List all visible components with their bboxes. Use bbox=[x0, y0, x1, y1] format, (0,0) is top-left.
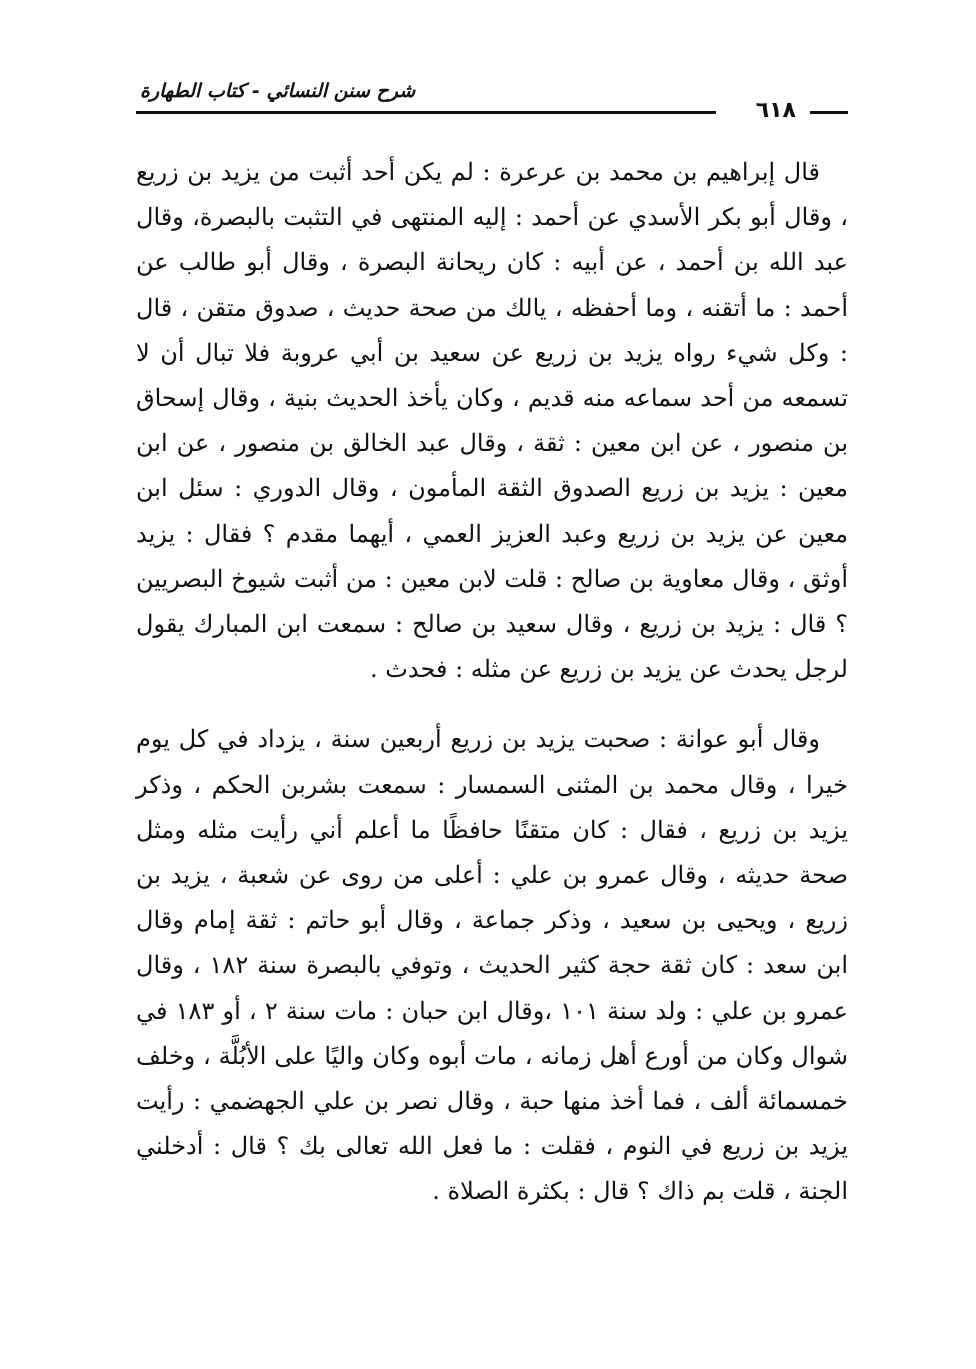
running-title: شرح سنن النسائي - كتاب الطهارة bbox=[140, 80, 416, 102]
paragraph: قال إبراهيم بن محمد بن عرعرة : لم يكن أحد أثبت من يزيد بن زريع ، وقال أبو بكر الأسدي عن أحمد : إليه المنتهى في التثبت بالبصرة، وقال عبد الله بن أحمد ، عن أبيه : كان ريحانة البصرة ، وقال أبو طالب عن أحمد : ما أتقنه ، وما أحفظه ، يالك من صحة حديث ، صدوق متقن ، قال : وكل شيء رواه يزيد بن زريع عن سعيد بن أبي عروبة فلا تبال أن لا تسمعه من أحد سماعه منه قديم ، وكان يأخذ الحديث بنية ، وقال إسحاق بن منصور ، عن ابن معين : ثقة ، وقال عبد الخالق بن منصور ، عن ابن معين : يزيد بن زريع الصدوق الثقة المأمون ، وقال الدوري : سئل ابن معين عن يزيد بن زريع وعبد العزيز العمي ، أيهما مقدم ؟ فقال : يزيد أوثق ، وقال معاوية بن صالح : قلت لابن معين : من أثبت شيوخ البصريين ؟ قال : يزيد بن زريع ، وقال سعيد بن صالح : سمعت ابن المبارك يقول لرجل يحدث عن يزيد بن زريع عن مثله : فحدث . bbox=[136, 158, 848, 684]
page-header bbox=[136, 78, 848, 128]
body-text bbox=[136, 150, 848, 1215]
header-dash bbox=[810, 111, 848, 114]
page-number: ٦١٨ bbox=[750, 98, 802, 124]
header-rule bbox=[136, 111, 716, 114]
paragraph: وقال أبو عوانة : صحبت يزيد بن زريع أربعين سنة ، يزداد في كل يوم خيرا ، وقال محمد بن المثنى السمسار : سمعت بشربن الحكم ، وذكر يزيد بن زريع ، فقال : كان متقنًا حافظًا ما أعلم أني رأيت مثله ومثل صحة حديثه ، وقال عمرو بن علي : أعلى من روى عن شعبة ، يزيد بن زريع ، ويحيى بن سعيد ، وذكر جماعة ، وقال أبو حاتم : ثقة إمام وقال ابن سعد : كان ثقة حجة كثير الحديث ، وتوفي بالبصرة سنة ١٨٢ ، وقال عمرو بن علي : ولد سنة ١٠١ ،وقال ابن حبان : مات سنة ٢ ، أو ١٨٣ في شوال وكان من أورع أهل زمانه ، مات أبوه وكان واليًا على الأبُلَّة ، وخلف خمسمائة ألف ، فما أخذ منها حبة ، وقال نصر بن علي الجهضمي : رأيت يزيد بن زريع في النوم ، فقلت : ما فعل الله تعالى بك ؟ قال : أدخلني الجنة ، قلت بم ذاك ؟ قال : بكثرة الصلاة . bbox=[136, 725, 849, 1206]
